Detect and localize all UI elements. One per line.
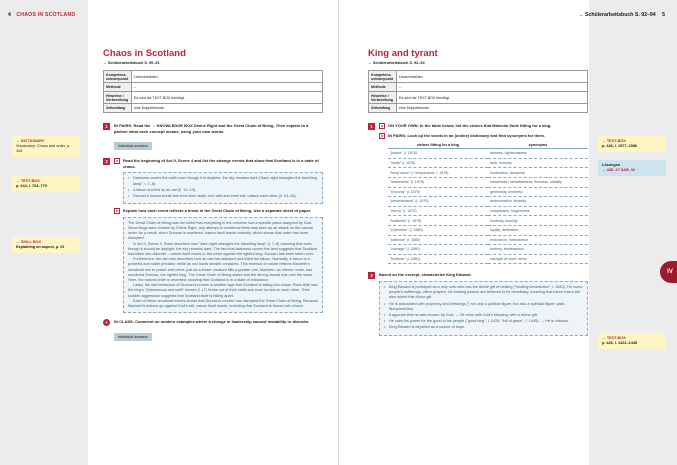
synonym-cell: truth, honesty xyxy=(488,158,588,168)
synonym-cell: fairness, righteousness xyxy=(488,149,588,159)
page-number-left: 4 xyxy=(8,12,11,18)
synonym-cell: generosity, kindness xyxy=(488,187,588,197)
answer-paragraph: The Great Chain of Being was the belief that everything in the universe had a specific place assigned by God. Since kings were chosen by Divine Right, any attempt to overthrow them was seen as an attack on the natural order. As a result, when Duncan is murdered, nature itself reacts violently, which shows that order has been disrupted. xyxy=(128,220,313,241)
meta-key: Zeitumfang xyxy=(369,104,397,113)
workbook-ref: → Schülerarbeitsbuch S. 92–94 xyxy=(368,61,425,65)
table-row xyxy=(369,104,588,113)
list-item: • A falcon is killed by an owl (ll. 12–13). xyxy=(128,188,318,193)
answer-box xyxy=(123,172,323,204)
table-row xyxy=(369,83,588,92)
task-2 xyxy=(368,272,588,335)
right-margin xyxy=(589,0,677,465)
meta-value: eine Doppelstunde xyxy=(397,104,588,113)
table-row xyxy=(388,158,588,168)
task-text: ON YOUR OWN: In the table below, list the virtues that Malcolm finds fitting for a king. xyxy=(388,123,552,128)
meta-value: Es wird die TEXT-BOX benötigt. xyxy=(132,92,323,104)
subtask-letter: b xyxy=(115,209,119,214)
virtue-cell: "lowliness" (l. 1579) xyxy=(388,216,488,226)
synonym-cell: strength of mind, nerve xyxy=(488,254,588,264)
task-2 xyxy=(103,158,323,313)
table-row xyxy=(104,92,323,104)
individual-answers-button[interactable]: Individual answers xyxy=(114,142,152,150)
meta-value: – xyxy=(132,83,323,92)
virtue-cell: "verity" (l. 1578) xyxy=(388,158,488,168)
note-title: → TEXT-BOX xyxy=(16,179,40,183)
meta-value: Leseverstehen xyxy=(397,71,588,83)
meta-key: Zeitumfang xyxy=(104,104,132,113)
synonym-cell: modesty, humility xyxy=(488,216,588,226)
note-title: Lösungen xyxy=(602,163,621,167)
note-body: p. 444, l. 763–779 xyxy=(16,184,47,188)
column-header: synonyms xyxy=(488,141,588,149)
running-header-left xyxy=(8,12,75,18)
subtask-a xyxy=(379,123,588,129)
synonym-cell: loyalty, dedication xyxy=(488,225,588,235)
virtue-cell: "justice" (l. 1578) xyxy=(388,149,488,159)
table-row xyxy=(388,206,588,216)
task-text: Explain how each event reflects a break in the Great Chain of Being. Use a separate sheet of paper. xyxy=(123,208,312,214)
margin-note-textbox[interactable] xyxy=(598,136,666,152)
synonym-cell: bravery, fearlessness xyxy=(488,245,588,255)
left-margin xyxy=(0,0,88,465)
meta-value: Es wird die TEXT-BOX benötigt. xyxy=(397,92,588,104)
meta-value: – xyxy=(397,83,588,92)
page-number-right: 5 xyxy=(662,12,665,18)
task-number: 2 xyxy=(368,272,375,279)
note-body: Explaining an aspect, p. 91 xyxy=(16,245,65,249)
note-title: → DICTIONARY xyxy=(16,139,45,143)
individual-answers-button[interactable]: Individual answers xyxy=(114,333,152,341)
synonym-cell: moderation, discipline xyxy=(488,168,588,178)
synonym-cell: compassion, forgiveness xyxy=(488,206,588,216)
meta-key: Methode xyxy=(369,83,397,92)
meta-key: Kompetenz-schwerpunkt xyxy=(104,71,132,83)
page-title: Chaos in Scotland xyxy=(103,48,186,59)
table-row xyxy=(388,235,588,245)
task-text: IN CLASS: Comment on modern examples where a change in leadership caused instability or disorder. xyxy=(114,319,310,325)
workbook-ref: → Schülerarbeitsbuch S. 92–94 xyxy=(578,12,656,18)
meta-value: Leseverstehen xyxy=(132,71,323,83)
task-1 xyxy=(368,123,588,264)
task-1 xyxy=(103,123,323,152)
gutter xyxy=(338,0,339,465)
workbook-ref: → Schülerarbeitsbuch S. 90–91 xyxy=(103,61,160,65)
note-body: p. 446, l. 1422–1445 xyxy=(602,341,638,345)
meta-key: Kompetenz-schwerpunkt xyxy=(369,71,397,83)
answer-paragraph: Each of these unnatural events shows that Duncan's murder has disrupted the Great Chain of Being. Because Macbeth's actions go against God's will, nature itself reacts, revealing that Scotland is thrown into chaos. xyxy=(128,298,318,309)
list-item: • Duncan's horses break free from their stalls, turn wild and even eat / attack each other (ll. 14–18). xyxy=(128,194,318,199)
margin-note-skillbox[interactable] xyxy=(12,237,80,253)
meta-value: eine Doppelstunde xyxy=(132,104,323,113)
task-text: Based on the excerpt, characterize King Edward. xyxy=(379,272,472,278)
margin-note-textbox[interactable] xyxy=(12,176,80,192)
virtue-cell: "fortitude" (l. 1580) xyxy=(388,254,488,264)
note-title: → TEXT-BOX xyxy=(602,139,626,143)
list-item: • King Edward is depicted as a source of hope. xyxy=(384,325,583,330)
list-item: • He is associated with prophecy and blessings (" not only a political figure, but also a spiritual figure; saint-like/priest-like). xyxy=(384,302,583,312)
table-row xyxy=(104,71,323,83)
answer-box xyxy=(379,281,588,336)
note-body: Vocabulary: Chaos and order, p. 104 xyxy=(16,144,71,153)
plus-task-icon: + xyxy=(103,319,110,326)
answer-box xyxy=(123,217,323,313)
task-text: IN PAIRS: Look up the words in an (online) dictionary and find synonyms for them. xyxy=(388,132,546,138)
subtask-letter: b xyxy=(380,133,384,138)
table-row xyxy=(104,83,323,92)
subtask-letter: a xyxy=(381,124,383,128)
task-text: IN PAIRS: Read the → KNOWLEDGE BOX Divine Right and the Great Chain of Being. Then explain to a partner what each concept means, using your own words. xyxy=(114,123,309,134)
task-number: 1 xyxy=(368,123,375,130)
answer-paragraph: In Act II, Scene 4, Ross describes how "dark night strangles the travelling lamp" (l. 7–8) meaning that even though it should be daylight, the sky remains dark. The fact that darkness covers the land suggests that Scotland has fallen into disorder – nature itself reacts to the crime against the rightful king. Duncan has been taken over. xyxy=(128,241,318,256)
table-row xyxy=(388,177,588,187)
lesson-meta-table xyxy=(103,70,323,113)
table-row xyxy=(104,104,323,113)
table-row xyxy=(388,187,588,197)
task-text: Read the beginning of Act II, Scene 4 and list the strange events that show that Scotland is in a state of chaos. xyxy=(123,158,319,169)
running-header-right xyxy=(578,12,669,18)
table-row xyxy=(388,168,588,178)
column-header: virtues fitting for a king xyxy=(388,141,488,149)
left-page xyxy=(103,48,323,349)
answer-paragraph: Lastly, the wild behaviour of Duncan's horses is another sign that Scotland is falling into chaos. Ross tells how the king's "(b)eauteous and swift" horses (l. 17) broke out of their stalls and even turned on each other. Their sudden aggression suggests that Scotland itself is falling apart. xyxy=(128,283,318,298)
task-number: 2 xyxy=(103,158,110,165)
margin-note-textbox[interactable] xyxy=(598,333,666,349)
table-row xyxy=(388,149,588,159)
table-row xyxy=(369,92,588,104)
list-item: • It appears that he was chosen by God. → He rules with God's blessing: with a divine gift. xyxy=(384,313,583,318)
table-row xyxy=(388,245,588,255)
list-item: • Darkness covers the earth even though it is daytime, the sky remains dark ("dark night strangles the travelling lamp", l. 7–8). xyxy=(128,176,318,186)
virtue-cell: "courage" (l. 1580) xyxy=(388,245,488,255)
task-3 xyxy=(103,319,323,343)
subtask-a xyxy=(114,158,323,204)
answer-paragraph: Furthermore, the old man describes how an owl has attacked and killed the falcon. Normally, a falcon is a powerful and noble predator, while an owl hunts smaller creatures. This reversal of nature reflects Macbeth's unnatural rise to power and crime: just as a lesser creature kills a greater one, Macbeth, an inferior noble, has murdered Duncan, the rightful king. The Great Chain of Being states that the strong should rule over the weak. Here, the natural order is reversed, showing that Scotland is in a state of imbalance. xyxy=(128,257,314,283)
meta-key: Hinweise / Vorbereitung xyxy=(104,92,132,104)
table-row xyxy=(388,225,588,235)
note-title: → TEXT-BOX xyxy=(602,336,626,340)
table-row xyxy=(369,71,588,83)
task-number: 1 xyxy=(103,123,110,130)
virtue-cell: "mercy" (l. 1579) xyxy=(388,206,488,216)
note-body: p. 446, l. 1577–1586 xyxy=(602,144,638,148)
virtue-cell: "patience" (l. 1580) xyxy=(388,235,488,245)
table-row xyxy=(388,216,588,226)
virtue-cell: "temp'rance" (= temperance, l. 1578) xyxy=(388,168,488,178)
list-item: • He uses his power for the good of his people ("good king", l. 1433; "full of grace", l. 1445). → He is virtuous. xyxy=(384,319,583,324)
note-body: → ABL 27 SAB_92 xyxy=(602,168,636,172)
subtask-b xyxy=(379,133,588,265)
list-item: • King Edward is portrayed as a holy ruler who has the divine gift of healing ("healing benediction", l. 1642). He cures people's sufferings, offers prayers; his healing powers are believed to be hereditary, meaning that future rulers will also inherit this divine gift. xyxy=(384,285,583,301)
meta-key: Methode xyxy=(104,83,132,92)
virtue-cell: "(b)ounty" (l. 1579) xyxy=(388,187,488,197)
virtue-cell: "(d)evotion" (l. 1580) xyxy=(388,225,488,235)
synonym-cell: endurance, forbearance xyxy=(488,235,588,245)
subtask-letter: a xyxy=(116,159,118,164)
table-row xyxy=(388,197,588,207)
synonym-cell: steadiness / steadfastness, firmness, stability xyxy=(488,177,588,187)
table-header-row xyxy=(388,141,588,149)
chapter-tab-iv[interactable]: IV xyxy=(660,261,677,283)
table-row xyxy=(388,254,588,264)
chapter-title: CHAOS IN SCOTLAND xyxy=(16,12,76,18)
right-page xyxy=(368,48,588,342)
synonym-cell: determination, tenacity xyxy=(488,197,588,207)
meta-key: Hinweise / Vorbereitung xyxy=(369,92,397,104)
margin-note-solutions[interactable] xyxy=(598,160,666,176)
margin-note-dictionary[interactable] xyxy=(12,136,80,157)
page-title: King and tyrant xyxy=(368,48,438,59)
virtues-table xyxy=(388,141,588,264)
virtue-cell: "perseverance" (l. 1579) xyxy=(388,197,488,207)
lesson-meta-table xyxy=(368,70,588,113)
subtask-b xyxy=(114,208,323,313)
note-title: → SKILL BOX xyxy=(16,240,42,244)
virtue-cell: "stableness" (l. 1578) xyxy=(388,177,488,187)
